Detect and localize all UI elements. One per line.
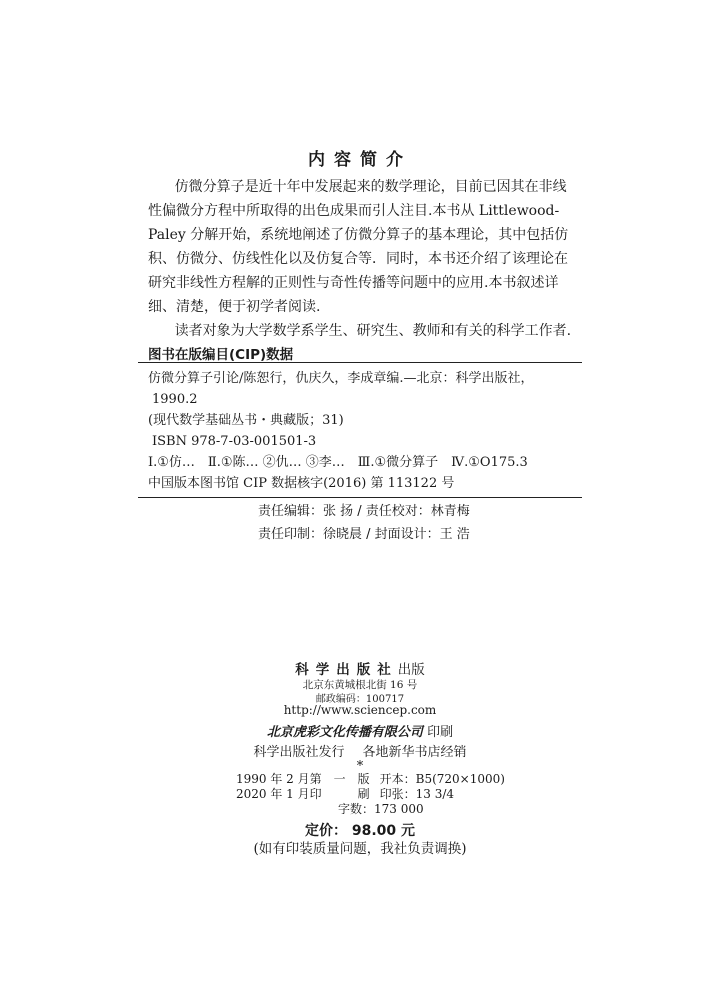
printer-suffix: 印刷 (427, 725, 454, 740)
cip-block (148, 368, 578, 494)
price: 定价： 98.00 元 (304, 823, 416, 839)
edition-block (236, 772, 505, 817)
credits-editors: 责任编辑：张 扬 / 责任校对：林青梅 (258, 504, 470, 519)
publisher-url: http://www.sciencep.com (283, 703, 437, 717)
first-edition: 1990 年 2 月第 一 版 (236, 772, 370, 786)
cip-classification: Ⅰ.①仿… Ⅱ.①陈… ②仇… ③李… Ⅲ.①微分算子 Ⅳ.①O175.3 (148, 455, 528, 470)
summary-paragraph: 仿微分算子是近十年中发展起来的数学理论，目前已因其在非线性偏微分方程中所取得的出色成果而引人注目.本书从 Littlewood-Paley 分解开始，系统地阐述了仿微分算子的基本理论，其中包括仿积、仿微分、仿线性化以及仿复合等．同时，本书还介绍了该理论在研究非线性方程解的正则性与奇性传播等问题中的应用.本书叙述详细、清楚，便于初学者阅读. (148, 179, 569, 315)
summary-paragraph: 读者对象为大学数学系学生、研究生、教师和有关的科学工作者. (174, 323, 572, 339)
publisher-address: 北京东黄城根北街 16 号 (302, 679, 418, 691)
cip-record-number: 中国版本图书馆 CIP 数据核字(2016) 第 113122 号 (148, 476, 455, 491)
distributor: 各地新华书店经销 (362, 745, 467, 760)
separator-star: * (356, 759, 364, 774)
issuer: 科学出版社发行 (253, 745, 345, 760)
credits-production: 责任印制：徐晓晨 / 封面设计：王 浩 (258, 527, 470, 542)
summary-title: 内容简介 (308, 150, 412, 170)
cip-series: (现代数学基础丛书・典藏版；31) (148, 413, 344, 428)
book-format: 开本：B5(720×1000) (379, 772, 505, 786)
cip-isbn: ISBN 978-7-03-001501-3 (152, 434, 317, 449)
publisher-name: 科学出版社 (295, 662, 398, 678)
word-count: 字数：173 000 (338, 802, 424, 816)
cip-top-rule (138, 362, 582, 363)
summary-body (148, 175, 578, 343)
cip-heading: 图书在版编目(CIP)数据 (148, 347, 294, 363)
distribution-line (0, 741, 720, 760)
printing-date: 2020 年 1 月印 刷 (236, 787, 370, 801)
printed-sheets: 印张：13 3/4 (379, 787, 455, 801)
publisher-postcode: 邮政编码：100717 (315, 694, 405, 705)
cip-title-line-cont: 1990.2 (152, 392, 198, 407)
publisher-line (0, 658, 720, 678)
publisher-suffix: 出版 (397, 662, 425, 678)
cip-bottom-rule (138, 497, 582, 498)
printer-name: 北京虎彩文化传播有限公司 (266, 725, 423, 740)
cip-title-line: 仿微分算子引论/陈恕行，仇庆久，李成章编.—北京：科学出版社， (148, 371, 534, 386)
quality-note: (如有印装质量问题，我社负责调换) (253, 841, 467, 857)
printer-line (0, 721, 720, 740)
credits-block (258, 500, 470, 546)
